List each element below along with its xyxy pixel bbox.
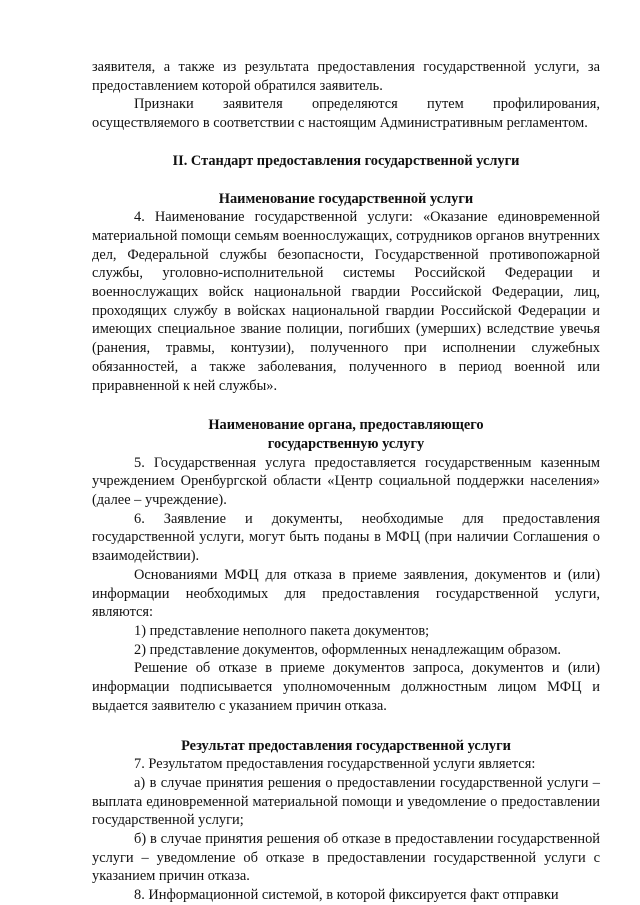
paragraph-7: 7. Результатом предоставления государственной услуги является:: [134, 756, 536, 773]
section-title: II. Стандарт предоставления государственной услуги: [172, 152, 520, 169]
paragraph-6-decision: Решение об отказе в приеме документов запроса, документов и (или) информации подписывается уполномоченным должностным лицом МФЦ и выдается заявителю с указанием причин отказа.: [92, 660, 600, 714]
paragraph-applicant-criteria: Признаки заявителя определяются путем профилирования, осуществляемого в соответствии с настоящим Административным регламентом.: [92, 96, 600, 132]
paragraph-7-b: б) в случае принятия решения об отказе в предоставлении государственной услуги – уведомление об отказе в предоставлении государственной услуги с указанием причин отказа.: [92, 831, 600, 885]
paragraph-6-item-1: 1) представление неполного пакета документов;: [134, 622, 430, 639]
paragraph-7-a: а) в случае принятия решения о предоставлении государственной услуги – выплата единовременной материальной помощи и уведомление о предоставлении государственной услуги;: [92, 774, 600, 829]
heading-service-name: Наименование государственной услуги: [218, 190, 474, 207]
document-body: [92, 58, 600, 905]
paragraph-6-item-2: 2) представление документов, оформленных ненадлежащим образом.: [134, 641, 562, 658]
paragraph-6: 6. Заявление и документы, необходимые для предоставления государственной услуги, могут быть поданы в МФЦ (при наличии Соглашения о взаимодействии).: [92, 510, 600, 565]
paragraph-continuation: заявителя, а также из результата предоставления государственной услуги, за предоставлением которой обратился заявитель.: [92, 59, 600, 94]
heading-authority-line-1: Наименование органа, предоставляющего: [208, 417, 484, 434]
paragraph-4: 4. Наименование государственной услуги: «Оказание единовременной материальной помощи семьям военнослужащих, сотрудников органов внутренних дел, Федеральной службы безопасности, Государственной противопожарной службы, уголовно-исполнительной системы Российской Федерации и военнослужащих войск национальной гвардии Российской Федерации, лиц, проходящих службу в войсках национальной гвардии Российской Федерации и имеющих специальное звание полиции, погибших (умерших) вследствие увечья (ранения, травмы, контузии), полученного при исполнении служебных обязанностей, а также заболевания, полученного в период военной или приравненной к ней службы».: [92, 209, 600, 394]
heading-service-result: Результат предоставления государственной услуги: [181, 737, 511, 754]
heading-authority-line-2: государственную услугу: [267, 435, 425, 452]
paragraph-8: 8. Информационной системой, в которой фиксируется факт отправки: [134, 887, 559, 904]
paragraph-5: 5. Государственная услуга предоставляется государственным казенным учреждением Оренбургской области «Центр социальной поддержки населения» (далее – учреждение).: [92, 454, 600, 509]
paragraph-6-grounds: Основаниями МФЦ для отказа в приеме заявления, документов и (или) информации необходимых для предоставления государственной услуги, являются:: [92, 566, 600, 621]
